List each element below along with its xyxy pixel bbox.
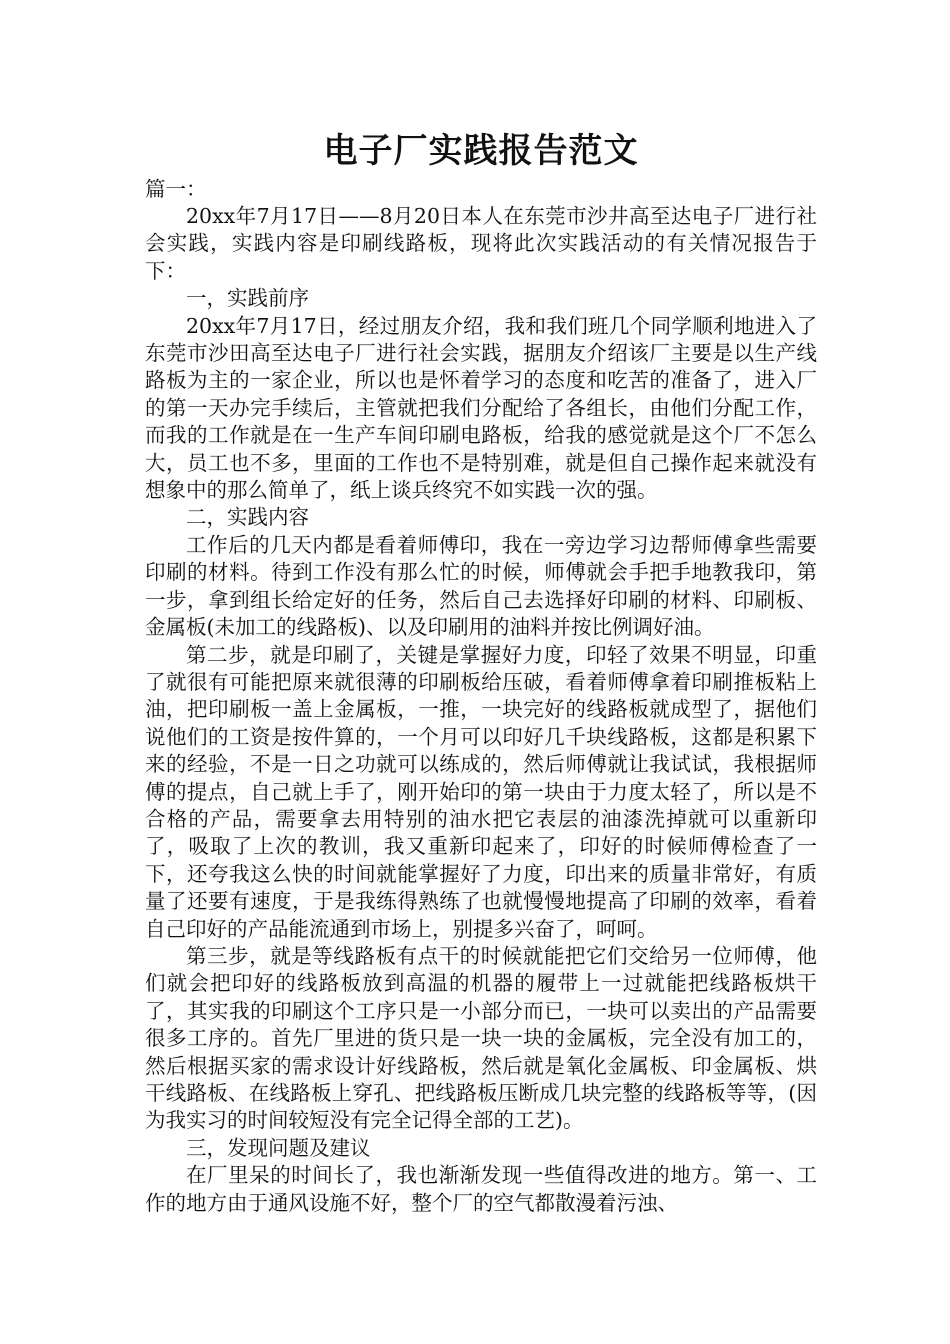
document-title: 电子厂实践报告范文 bbox=[323, 131, 639, 171]
paragraph: 20xx年7月17日，经过朋友介绍，我和我们班几个同学顺利地进入了东莞市沙田高至达电子厂进行社会实践，据朋友介绍该厂主要是以生产线路板为主的一家企业，所以也是怀着学习的态度和吃苦的准备了，进入厂的第一天办完手续后，主管就把我们分配给了各组长，由他们分配工作，而我的工作就是在一生产车间印刷电路板，给我的感觉就是这个厂不怎么大，员工也不多，里面的工作也不是特别难，就是但自己操作起来就没有想象中的那么简单了，纸上谈兵终究不如实践一次的强。 bbox=[145, 313, 817, 503]
paragraph: 第三步，就是等线路板有点干的时候就能把它们交给另一位师傅，他们就会把印好的线路板放到高温的机器的履带上一过就能把线路板烘干了，其实我的印刷这个工序只是一小部分而已，一块可以卖出的产品需要很多工序的。首先厂里进的货只是一块一块的金属板，完全没有加工的，然后根据买家的需求设计好线路板，然后就是氧化金属板、印金属板、烘干线路板、在线路板上穿孔、把线路板压断成几块完整的线路板等等，(因为我实习的时间较短没有完全记得全部的工艺)。 bbox=[145, 943, 817, 1133]
intro-paragraph: 20xx年7月17日——8月20日本人在东莞市沙井高至达电子厂进行社会实践，实践内容是印刷线路板，现将此次实践活动的有关情况报告于下： bbox=[145, 204, 817, 283]
paragraph: 第二步，就是印刷了，关键是掌握好力度，印轻了效果不明显，印重了就很有可能把原来就很薄的印刷板给压破，看着师傅拿着印刷推板粘上油，把印刷板一盖上金属板，一推，一块完好的线路板就成型了，据他们说他们的工资是按件算的，一个月可以印好几千块线路板，这都是积累下来的经验，不是一日之功就可以练成的，然后师傅就让我试试，我根据师傅的提点，自己就上手了，刚开始印的第一块由于力度太轻了，所以是不合格的产品，需要拿去用特别的油水把它表层的油漆洗掉就可以重新印了，吸取了上次的教训，我又重新印起来了，印好的时候师傅检查了一下，还夸我这么快的时间就能掌握好了力度，印出来的质量非常好，有质量了还要有速度，于是我练得熟练了也就慢慢地提高了印刷的效率，看着自己印好的产品能流通到市场上，别提多兴奋了，呵呵。 bbox=[145, 642, 817, 941]
part-label: 篇一： bbox=[145, 177, 207, 201]
section-heading-issues: 三，发现问题及建议 bbox=[186, 1135, 371, 1160]
section-heading-content: 二，实践内容 bbox=[186, 505, 309, 530]
section-heading-preface: 一，实践前序 bbox=[186, 286, 309, 311]
document-page bbox=[145, 128, 817, 1217]
paragraph: 工作后的几天内都是看着师傅印，我在一旁边学习边帮师傅拿些需要印刷的材料。待到工作没有那么忙的时候，师傅就会手把手地教我印，第一步，拿到组长给定好的任务，然后自己去选择好印刷的材料、印刷板、金属板(未加工的线路板)、以及印刷用的油料并按比例调好油。 bbox=[145, 532, 817, 640]
paragraph: 在厂里呆的时间长了，我也渐渐发现一些值得改进的地方。第一、工作的地方由于通风设施不好，整个厂的空气都散漫着污浊、 bbox=[145, 1163, 817, 1215]
